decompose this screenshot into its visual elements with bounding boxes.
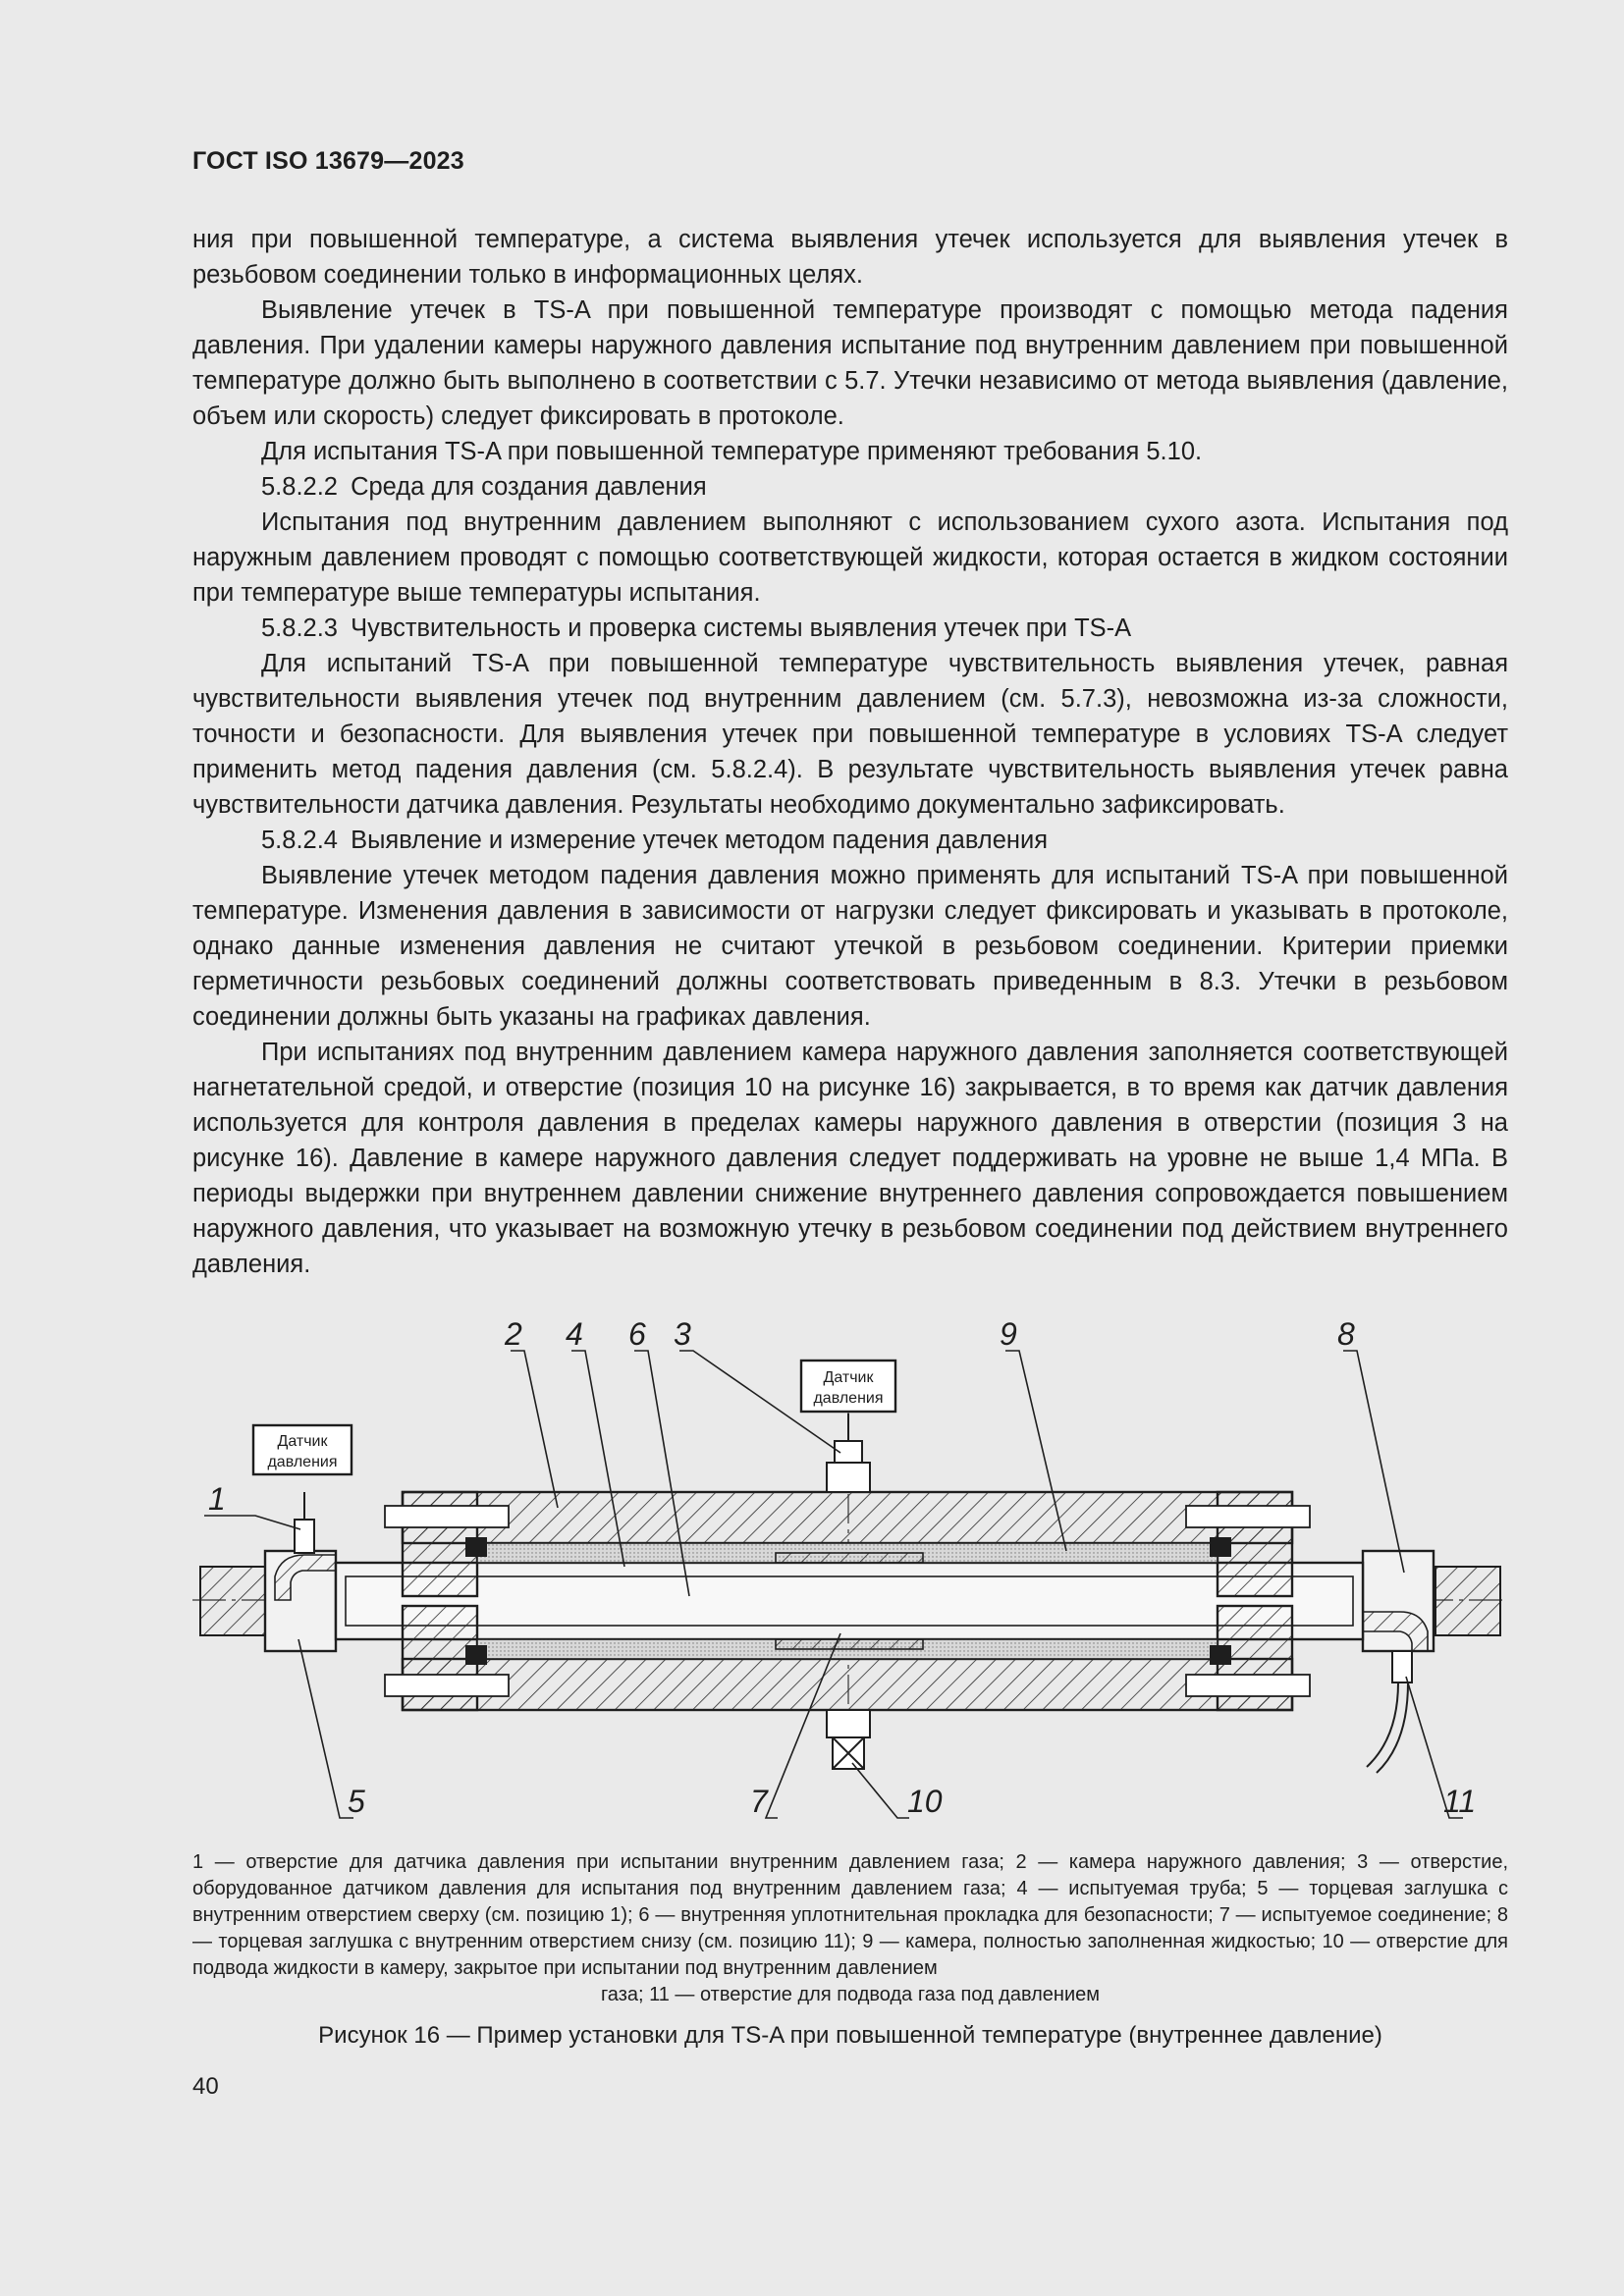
outer-chamber-bottom bbox=[403, 1659, 1292, 1710]
figure-legend bbox=[192, 1849, 1508, 2008]
port-3-fitting bbox=[827, 1463, 870, 1492]
section-heading bbox=[192, 611, 1508, 646]
label-10: 10 bbox=[907, 1784, 943, 1819]
bolt bbox=[1186, 1506, 1310, 1527]
paragraph: Выявление утечек методом падения давления можно применять для испытаний TS-A при повышенной температуре. Изменения давления в зависимости от нагрузки следует фиксировать и указывать в протоколе, однако данные изменения давления не считают утечкой в резьбовом соединении. Критерии приемки герметичности резьбовых соединений должны соответствовать приведенным в 8.3. Утечки в резьбовом соединении должны быть указаны на графиках давления. bbox=[192, 862, 1508, 1031]
bolt bbox=[385, 1675, 509, 1696]
section-title: Выявление и измерение утечек методом падения давления bbox=[351, 827, 1049, 854]
paragraph: Для испытаний TS-A при повышенной температуре чувствительность выявления утечек, равная чувствительности выявления утечек под внутренним давлением (см. 5.7.3), невозможна из-за сложности, точности и безопасности. Для выявления утечек при повышенной температуре в условиях TS-A следует применить метод падения давления (см. 5.8.2.4). В результате чувствительность выявления утечек равна чувствительности датчика давления. Результаты необходимо документально зафиксировать. bbox=[192, 650, 1508, 819]
paragraph: Выявление утечек в TS-A при повышенной температуре производят с помощью метода падения давления. При удалении камеры наружного давления испытание под внутренним давлением при повышенной температуре должно быть выполнено в соответствии с 5.7. Утечки независимо от метода выявления (давление, объем или скорость) следует фиксировать в протоколе. bbox=[192, 296, 1508, 430]
label-7: 7 bbox=[750, 1784, 768, 1819]
safety-gasket-top bbox=[776, 1553, 923, 1563]
label-9: 9 bbox=[1000, 1316, 1017, 1352]
label-5: 5 bbox=[348, 1784, 365, 1819]
body-text bbox=[192, 222, 1508, 1282]
pipe-bore bbox=[346, 1576, 1353, 1626]
page-number: 40 bbox=[192, 2073, 219, 2100]
seal bbox=[1210, 1645, 1231, 1665]
section-heading bbox=[192, 823, 1508, 858]
label-11: 11 bbox=[1443, 1784, 1477, 1819]
section-title: Среда для создания давления bbox=[351, 473, 707, 501]
sensor-box-text: давления bbox=[813, 1390, 884, 1407]
paragraph: При испытаниях под внутренним давлением камера наружного давления заполняется соответствующей нагнетательной средой, и отверстие (позиция 10 на рисунке 16) закрывается, в то время как датчик давления используется для контроля давления в пределах камеры наружного давления в отверстии (позиция 3 на рисунке 16). Давление в камере наружного давления следует поддерживать на уровне не выше 1,4 МПа. В периоды выдержки при внутреннем давлении снижение внутреннего давления сопровождается повышением наружного давления, что указывает на возможную утечку в резьбовом соединении под действием внутреннего давления. bbox=[192, 1039, 1508, 1278]
port-10-fitting bbox=[827, 1710, 870, 1737]
legend-text: 1 — отверстие для датчика давления при испытании внутренним давлением газа; 2 — камера наружного давления; 3 — отверстие, оборудованное датчиком давления для испытания под внутренним давлением газа; 4 — испытуемая труба; 5 — торцевая заглушка с внутренним отверстием сверху (см. позицию 1); 6 — внутренняя уплотнительная прокладка для безопасности; 7 — испытуемое соединение; 8 — торцевая заглушка с внутренним отверстием снизу (см. позицию 11); 9 — камера, полностью заполненная жидкостью; 10 — отверстие для подвода жидкости в камеру, закрытое при испытании под внутренним давлением bbox=[192, 1851, 1508, 1979]
label-8: 8 bbox=[1337, 1316, 1355, 1352]
paragraph: Для испытания TS-A при повышенной температуре применяют требования 5.10. bbox=[261, 438, 1203, 465]
figure-16-diagram bbox=[192, 1315, 1508, 1826]
document-header: ГОСТ ISO 13679—2023 bbox=[192, 147, 464, 175]
port-11-fitting bbox=[1392, 1651, 1412, 1682]
label-2: 2 bbox=[505, 1316, 522, 1352]
bolt bbox=[1186, 1675, 1310, 1696]
section-number: 5.8.2.3 bbox=[261, 614, 338, 642]
seal bbox=[465, 1645, 487, 1665]
paragraph: ния при повышенной температуре, а система выявления утечек используется для выявления утечек в резьбовом соединении только в информационных целях. bbox=[192, 226, 1508, 289]
sensor-box-text: давления bbox=[267, 1454, 338, 1470]
seal bbox=[1210, 1537, 1231, 1557]
label-3: 3 bbox=[674, 1316, 691, 1352]
left-thread bbox=[200, 1567, 265, 1635]
label-4: 4 bbox=[566, 1316, 583, 1352]
label-1: 1 bbox=[208, 1481, 226, 1517]
seal bbox=[465, 1537, 487, 1557]
section-number: 5.8.2.2 bbox=[261, 473, 338, 501]
test-setup-drawing bbox=[192, 1315, 1508, 1826]
safety-gasket-bottom bbox=[776, 1639, 923, 1649]
sensor-box-text: Датчик bbox=[277, 1433, 328, 1450]
paragraph: Испытания под внутренним давлением выполняют с использованием сухого азота. Испытания под наружным давлением проводят с помощью соответствующей жидкости, которая остается в жидком состоянии при температуре выше температуры испытания. bbox=[192, 508, 1508, 607]
label-6: 6 bbox=[628, 1316, 646, 1352]
port-1-fitting bbox=[295, 1520, 314, 1553]
right-thread bbox=[1435, 1567, 1500, 1635]
section-heading bbox=[192, 469, 1508, 505]
bolt bbox=[385, 1506, 509, 1527]
legend-text-last: газа; 11 — отверстие для подвода газа под давлением bbox=[600, 1984, 1101, 2005]
section-number: 5.8.2.4 bbox=[261, 827, 338, 854]
section-title: Чувствительность и проверка системы выявления утечек при TS-A bbox=[351, 614, 1132, 642]
outer-chamber-top bbox=[403, 1492, 1292, 1543]
sensor-box-text: Датчик bbox=[823, 1369, 874, 1386]
figure-title: Рисунок 16 — Пример установки для TS-A при повышенной температуре (внутреннее давление) bbox=[318, 2022, 1382, 2049]
